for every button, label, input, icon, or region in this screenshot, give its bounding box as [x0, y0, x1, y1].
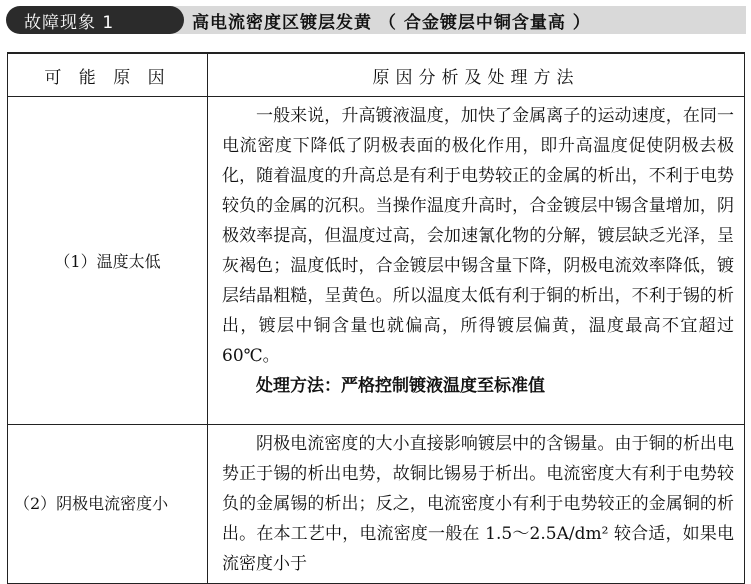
table-row	[8, 425, 745, 584]
column-header-cause: 可 能 原 因	[8, 53, 208, 97]
table-header-row	[8, 53, 745, 97]
fault-badge	[6, 6, 170, 34]
analysis-cell	[208, 97, 745, 425]
treatment-method: 处理方法：严格控制镀液温度至标准值	[256, 376, 545, 396]
fault-title: 高电流密度区镀层发黄 （ 合金镀层中铜含量高 ）	[192, 12, 591, 33]
cause-analysis-table	[7, 52, 745, 584]
table-row	[8, 97, 745, 425]
section-header	[6, 6, 746, 34]
column-header-analysis: 原因分析及处理方法	[208, 53, 745, 97]
header-banner	[156, 6, 746, 34]
cause-cell: （2）阴极电流密度小	[8, 425, 208, 584]
cause-cell: （1）温度太低	[8, 97, 208, 425]
fault-badge-label: 故障现象 1	[24, 12, 115, 33]
analysis-text: 一般来说，升高镀液温度，加快了金属离子的运动速度，在同一电流密度下降低了阴极表面的极化作用，即升高温度促使阴极去极化，随着温度的升高总是有利于电势较正的金属的析出，不利于电势较负的金属的沉积。当操作温度升高时，合金镀层中锡含量增加，阴极效率提高，但温度过高，会加速氰化物的分解，镀层缺乏光泽，呈灰褐色；温度低时，合金镀层中锡含量下降，阴极电流效率降低，镀层结晶粗糙，呈黄色。所以温度太低有利于铜的析出，不利于锡的析出，镀层中铜含量也就偏高，所得镀层偏黄，温度最高不宜超过 60℃。	[222, 106, 734, 366]
analysis-cell	[208, 425, 745, 584]
analysis-text: 阴极电流密度的大小直接影响镀层中的含锡量。由于铜的析出电势正于锡的析出电势，故铜比锡易于析出。电流密度大有利于电势较负的金属锡的析出；反之，电流密度小有利于电势较正的金属铜的析出。在本工艺中，电流密度一般在 1.5～2.5A/dm² 较合适，如果电流密度小于	[222, 434, 734, 574]
